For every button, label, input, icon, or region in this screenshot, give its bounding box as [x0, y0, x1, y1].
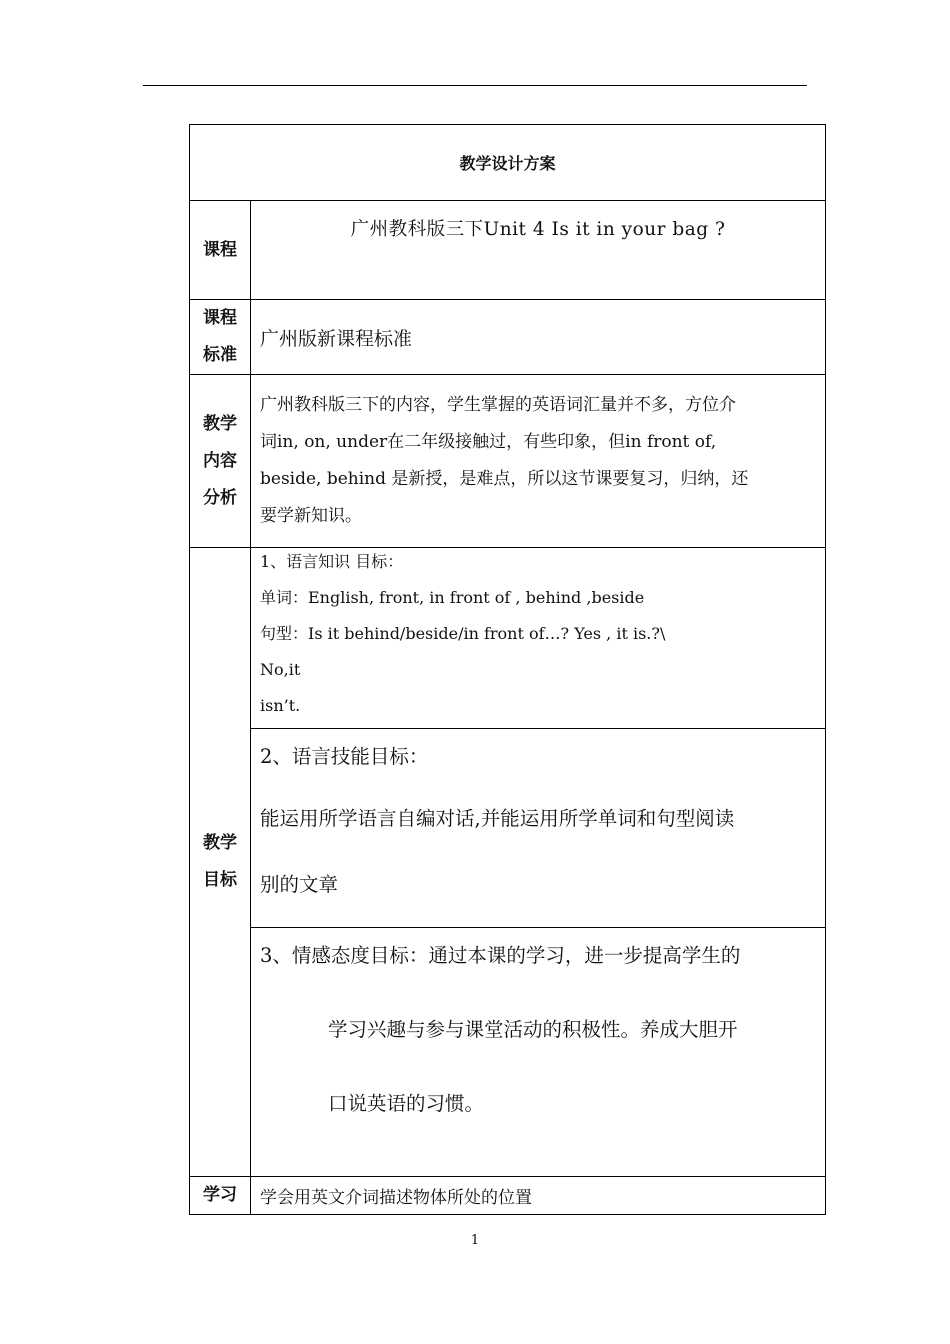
analysis-text	[251, 387, 825, 535]
knowledge-line: 单词：English, front, in front of , behind ,beside	[260, 588, 645, 607]
knowledge-line: 1、语言知识 目标：	[260, 552, 404, 571]
analysis-line: beside, behind 是新授，是难点，所以这节课要复习，归纳，还	[260, 469, 749, 489]
goals-label: 教学 目标	[190, 548, 251, 1177]
learning-value: 学会用英文介词描述物体所处的位置	[260, 1188, 532, 1208]
analysis-line: 要学新知识。	[260, 506, 362, 526]
knowledge-goal	[251, 544, 825, 724]
lesson-plan-table	[189, 124, 826, 1215]
knowledge-line: No,it	[260, 660, 301, 679]
skill-line: 别的文章	[260, 873, 339, 896]
learning-row	[190, 1177, 826, 1215]
course-label: 课程	[190, 201, 251, 300]
goals-row-knowledge	[190, 548, 826, 729]
standard-row	[190, 300, 826, 375]
knowledge-line: isn’t.	[260, 696, 301, 715]
attitude-line: 学习兴趣与参与课堂活动的积极性。养成大胆开	[328, 1018, 738, 1041]
analysis-line: 广州教科版三下的内容，学生掌握的英语词汇量并不多，方位介	[260, 395, 736, 415]
attitude-line: 口说英语的习惯。	[328, 1092, 485, 1115]
goals-row-skill	[190, 729, 826, 928]
skill-goal	[251, 741, 825, 897]
skill-line: 能运用所学语言自编对话,并能运用所学单词和句型阅读	[260, 807, 735, 830]
standard-value: 广州版新课程标准	[260, 327, 413, 350]
header-rule	[143, 85, 807, 86]
page-number: 1	[470, 1233, 480, 1248]
goals-row-attitude	[190, 928, 826, 1177]
knowledge-line: 句型：Is it behind/beside/in front of…? Yes , it is.?\	[260, 624, 666, 643]
course-row	[190, 201, 826, 300]
table-title: 教学设计方案	[190, 125, 826, 201]
course-value: 广州教科版三下Unit 4 Is it in your bag ?	[350, 219, 726, 240]
attitude-line: 3、情感态度目标：通过本课的学习，进一步提高学生的	[260, 944, 741, 967]
learning-label: 学习	[190, 1177, 251, 1215]
title-row	[190, 125, 826, 201]
analysis-line: 词in, on, under在二年级接触过，有些印象，但in front of,	[260, 432, 717, 452]
analysis-label: 教学 内容 分析	[190, 375, 251, 548]
skill-heading: 2、语言技能目标：	[260, 745, 429, 768]
analysis-row	[190, 375, 826, 548]
attitude-goal	[251, 940, 825, 1116]
standard-label: 课程 标准	[190, 300, 251, 375]
